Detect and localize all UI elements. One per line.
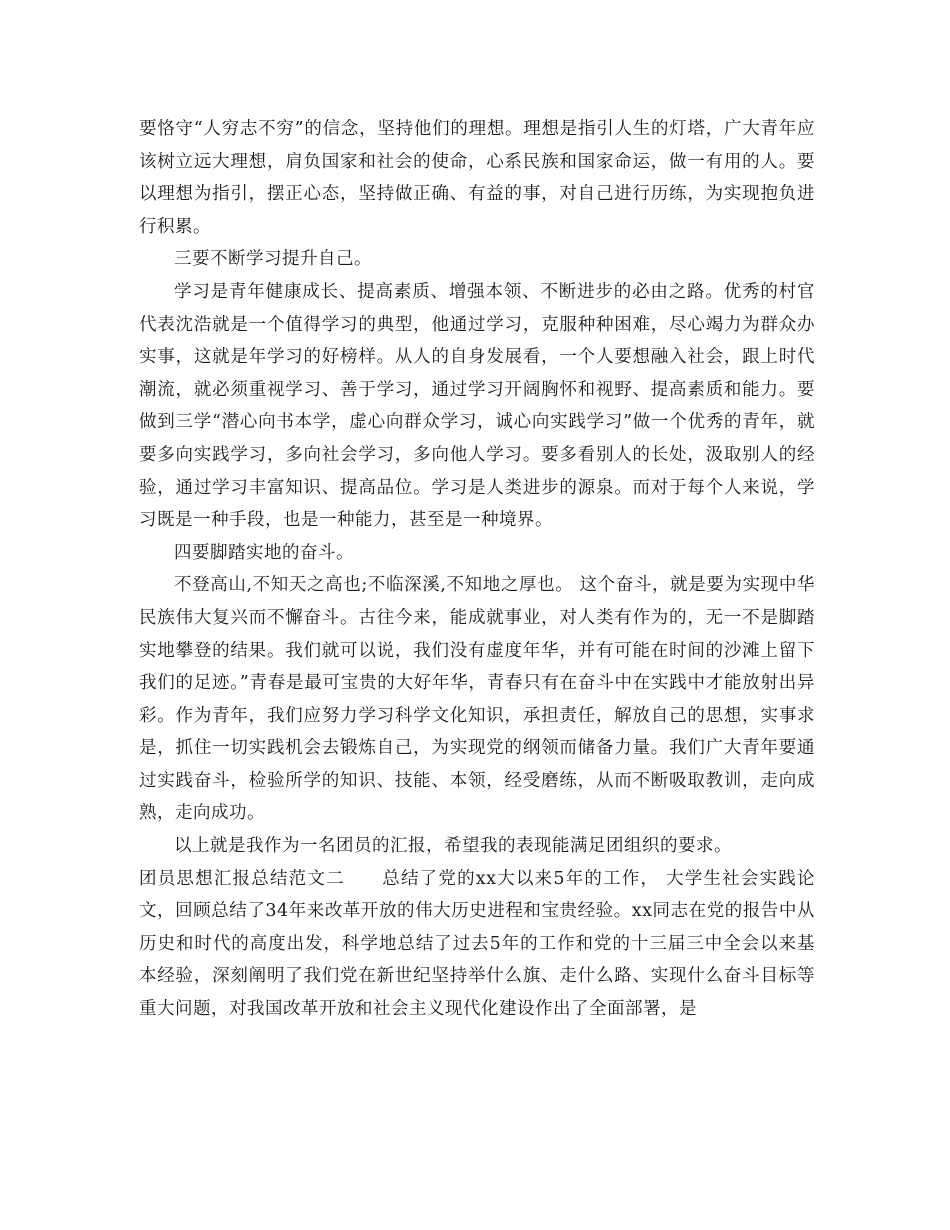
paragraph-ideals: 要恪守“人穷志不穷”的信念，坚持他们的理想。理想是指引人生的灯塔，广大青年应该树立远大理想，肩负国家和社会的使命，心系民族和国家命运，做一有用的人。要以理想为指引，摆正心态，坚持做正确、有益的事，对自己进行历练，为实现抱负进行积累。 (139, 119, 815, 237)
paragraph-sample-two: 团员思想汇报总结范文二 总结了党的xx大以来5年的工作， 大学生社会实践论文，回顾总结了34年来改革开放的伟大历史进程和宝贵经验。xx同志在党的报告中从历史和时代的高度出发，科学地总结了过去5年的工作和党的十三届三中全会以来基本经验，深刻阐明了我们党在新世纪坚持举什么旗、走什么路、实现什么奋斗目标等重大问题，对我国改革开放和社会主义现代化建设作出了全面部署，是 (139, 868, 815, 1020)
section-heading-study: 三要不断学习提升自己。 (174, 249, 372, 270)
section-heading-struggle: 四要脚踏实地的奋斗。 (174, 542, 354, 563)
paragraph-study: 学习是青年健康成长、提高素质、增强本领、不断进步的必由之路。优秀的村官代表沈浩就是一个值得学习的典型，他通过学习，克服种种困难，尽心竭力为群众办实事，这就是年学习的好榜样。从人的自身发展看，一个人要想融入社会，跟上时代潮流，就必须重视学习、善于学习，通过学习开阔胸怀和视野、提高素质和能力。要做到三学“潜心向书本学，虚心向群众学习，诚心向实践学习”做一个优秀的青年，就要多向实践学习，多向社会学习，多向他人学习。要多看别人的长处，汲取别人的经验，通过学习丰富知识、提高品位。学习是人类进步的源泉。而对于每个人来说，学习既是一种手段，也是一种能力，甚至是一种境界。 (139, 281, 815, 531)
document-body (139, 113, 815, 1026)
paragraph-struggle: 不登高山,不知天之高也;不临深溪,不知地之厚也。 这个奋斗，就是要为实现中华民族伟大复兴而不懈奋斗。古往今来，能成就事业，对人类有作为的，无一不是脚踏实地攀登的结果。我们就可以说，我们没有虚度年华，并有可能在时间的沙滩上留下我们的足迹。”青春是最可宝贵的大好年华，青春只有在奋斗中在实践中才能放射出异彩。作为青年，我们应努力学习科学文化知识，承担责任，解放自己的思想，实事求是，抓住一切实践机会去锻炼自己，为实现党的纲领而储备力量。我们广大青年要通过实践奋斗，检验所学的知识、技能、本领，经受磨练，从而不断吸取教训，走向成熟，走向成功。 (139, 575, 815, 824)
paragraph-conclusion: 以上就是我作为一名团员的汇报，希望我的表现能满足团组织的要求。 (174, 836, 732, 857)
